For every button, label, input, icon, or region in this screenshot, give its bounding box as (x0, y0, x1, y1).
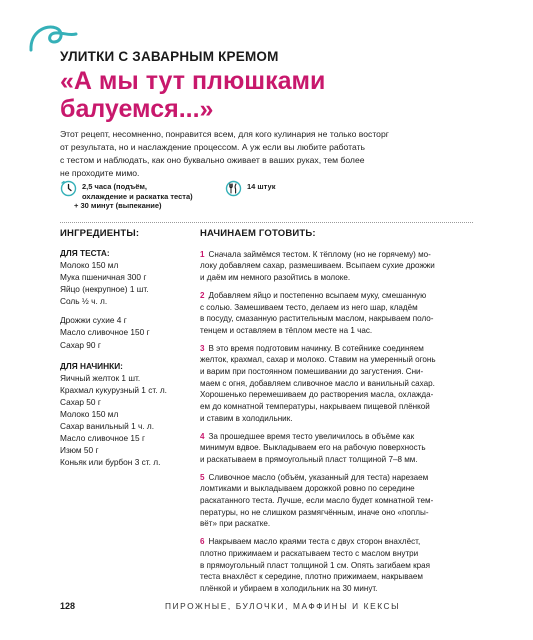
intro-line: с тестом и наблюдать, как оно буквально оживает в ваших руках, тем более (60, 155, 365, 165)
step-line: и даём им немного разойтись в молоке. (200, 273, 351, 283)
step-line: минимум вдвое. Выкладываем его на рабочую поверхность (200, 443, 426, 453)
intro-line: Этот рецепт, несомненно, понравится всем, для кого кулинария не только восторг (60, 129, 389, 139)
recipe-title (60, 67, 480, 123)
step-number: 3 (200, 343, 205, 353)
title-line-2: балуемся...» (60, 95, 214, 123)
step-1 (200, 249, 478, 284)
ingredient-item: Дрожжи сухие 4 г (60, 315, 127, 326)
step-line: Сначала займёмся тестом. К тёплому (но не горячему) мо- (208, 249, 431, 259)
clock-icon (60, 180, 77, 197)
intro-line: от результата, но и наслаждение процессом. А уж если вы любите работать (60, 142, 365, 152)
step-line: и раскатываем в прямоугольный пласт толщиной 7–8 мм. (200, 454, 418, 464)
step-line: теста внахлёст к середине, плотно прижимаем, накрываем (200, 572, 423, 582)
step-line: В это время подготовим начинку. В сотейнике соединяем (208, 343, 424, 353)
time-info (60, 180, 210, 220)
step-line: Сливочное масло (объём, указанный для теста) нарезаем (208, 472, 429, 482)
section-title: ПИРОЖНЫЕ, БУЛОЧКИ, МАФФИНЫ И КЕКСЫ (165, 601, 401, 611)
step-5 (200, 472, 478, 531)
ingredient-item: Яйцо (некрупное) 1 шт. (60, 284, 149, 295)
intro-line: не проходите мимо. (60, 168, 140, 178)
steps-column (200, 228, 478, 601)
step-line: Хорошенько перемешиваем до растворения масла, охлажда- (200, 390, 434, 400)
fork-knife-icon (225, 180, 242, 197)
step-line: маем с огня, добавляем сливочное масло и ванильный сахар. (200, 378, 435, 388)
filling-header: ДЛЯ НАЧИНКИ: (60, 360, 123, 371)
ingredient-item: Сахар 90 г (60, 339, 101, 350)
step-line: желток, крахмал, сахар и молоко. Ставим на умеренный огонь (200, 355, 436, 365)
ingredient-item: Яичный желток 1 шт. (60, 372, 141, 383)
step-line: в посуду, смазанную растительным маслом, накрываем поло- (200, 314, 434, 324)
time-line: охлаждение и раскатка теста) (82, 191, 193, 201)
time-line: 2,5 часа (подъём, (82, 182, 147, 191)
ingredient-item: Крахмал кукурузный 1 ст. л. (60, 384, 167, 395)
step-line: раскатанного теста. Лучше, если масло будет комнатной тем- (200, 496, 434, 506)
step-line: тенцем и оставляем в тёплом месте на 1 час. (200, 325, 373, 335)
step-line: ем до комнатной температуры, накрываем пищевой плёнкой (200, 402, 430, 412)
ingredient-item: Изюм 50 г (60, 445, 99, 456)
step-line: и варим при постоянном помешивании до загустения. Сни- (200, 367, 424, 377)
decorative-swirl-icon (28, 22, 78, 52)
ingredient-item: Сахар ванильный 1 ч. л. (60, 421, 155, 432)
ingredient-item: Молоко 150 мл (60, 408, 119, 419)
step-line: локу добавляем сахар, размешиваем. Всыпаем сухие дрожжи (200, 261, 435, 271)
ingredient-item: Соль ½ ч. л. (60, 296, 108, 307)
step-2 (200, 290, 478, 337)
page-number: 128 (60, 601, 76, 611)
step-line: плотно прижимаем и раскатываем тесто с маслом внутри (200, 548, 419, 558)
ingredients-column (60, 228, 192, 468)
ingredient-item: Мука пшеничная 300 г (60, 272, 147, 283)
step-number: 2 (200, 290, 205, 300)
ingredient-item: Сахар 50 г (60, 396, 101, 407)
steps-header: НАЧИНАЕМ ГОТОВИТЬ: (200, 228, 316, 239)
step-number: 4 (200, 431, 205, 441)
step-6 (200, 536, 478, 595)
time-line: + 30 минут (выпекание) (74, 201, 162, 210)
step-number: 5 (200, 472, 205, 482)
ingredients-header: ИНГРЕДИЕНТЫ: (60, 228, 140, 239)
ingredient-item: Масло сливочное 150 г (60, 327, 150, 338)
step-line: ломтиками и выкладываем дорожкой ровно по середине (200, 484, 415, 494)
step-line: пературы, но не слишком размягчённым, иначе оно «поплы- (200, 507, 429, 517)
ingredient-item: Масло сливочное 15 г (60, 433, 145, 444)
dough-header: ДЛЯ ТЕСТА: (60, 248, 110, 258)
yield-info (225, 180, 305, 200)
ingredient-item: Коньяк или бурбон 3 ст. л. (60, 457, 161, 468)
step-3 (200, 343, 478, 425)
step-line: с солью. Замешиваем тесто, делаем из него шар, кладём (200, 302, 418, 312)
ingredient-item: Молоко 150 мл (60, 260, 119, 270)
step-line: и ставим в холодильник. (200, 413, 293, 423)
step-number: 1 (200, 249, 205, 259)
section-divider (60, 222, 473, 223)
step-line: вёт» при раскатке. (200, 519, 271, 529)
step-line: в прямоугольный пласт толщиной 1 см. Опять загибаем края (200, 560, 431, 570)
step-line: Накрываем масло краями теста с двух сторон внахлёст, (208, 537, 421, 547)
step-line: Добавляем яйцо и постепенно всыпаем муку, смешанную (208, 290, 427, 300)
intro-paragraph (60, 128, 480, 180)
step-4 (200, 431, 478, 466)
recipe-kicker: УЛИТКИ С ЗАВАРНЫМ КРЕМОМ (60, 49, 279, 64)
yield-text: 14 штук (247, 182, 276, 191)
step-line: плёнкой и убираем в холодильник на 30 минут. (200, 583, 378, 593)
step-number: 6 (200, 537, 205, 547)
title-line-1: «А мы тут плюшками (60, 67, 326, 95)
step-line: За прошедшее время тесто увеличилось в объёме как (208, 431, 415, 441)
